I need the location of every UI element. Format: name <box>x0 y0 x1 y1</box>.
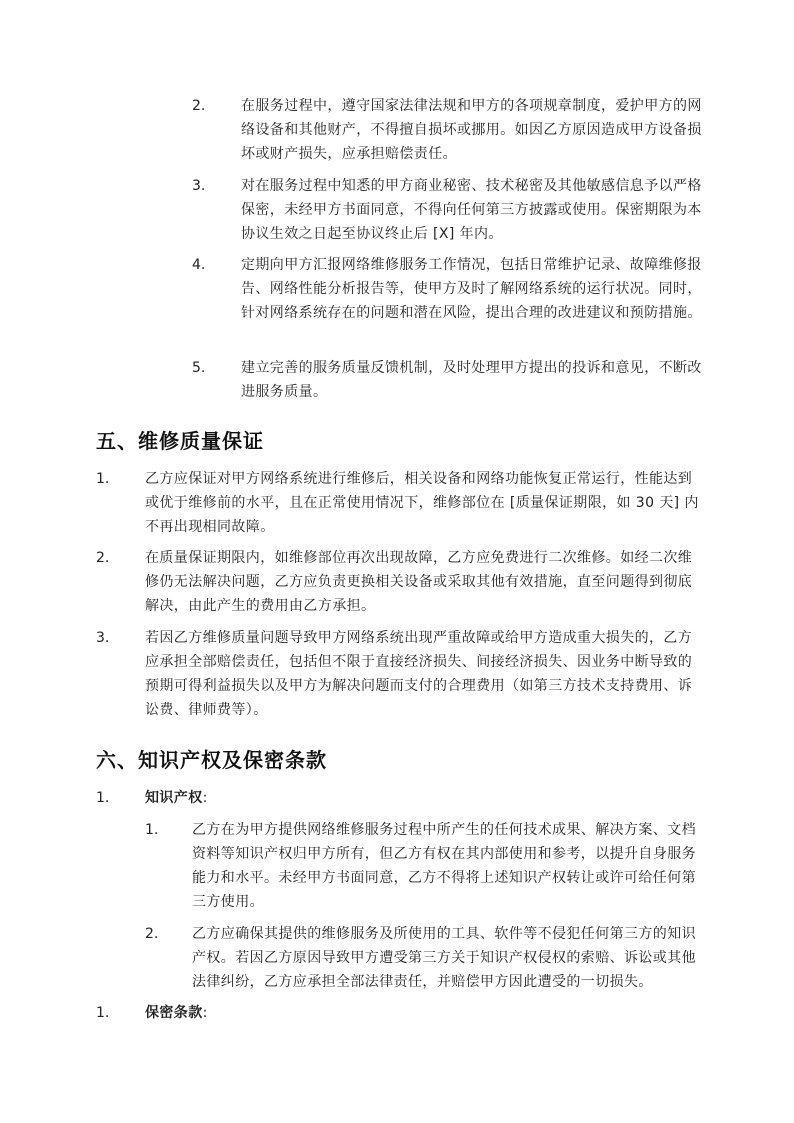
clause-title <box>145 1001 705 1025</box>
item-text: 乙方应确保其提供的维修服务及所使用的工具、软件等不侵犯任何第三方的知识产权。若因乙方原因导致甲方遭受第三方关于知识产权侵权的索赔、诉讼或其他法律纠纷，乙方应承担全部法律责任，并赔偿甲方因此遭受的一切损失。 <box>192 926 696 990</box>
item-number: 2. <box>96 550 110 566</box>
section5-heading: 五、维修质量保证 <box>96 429 264 453</box>
clause-label: 知识产权 <box>145 790 203 806</box>
item-number: 3. <box>192 178 206 194</box>
item-text: 建立完善的服务质量反馈机制，及时处理甲方提出的投诉和意见，不断改进服务质量。 <box>241 360 702 400</box>
item-number: 1. <box>96 471 110 487</box>
item-number: 2. <box>192 98 206 114</box>
item-text: 在质量保证期限内，如维修部位再次出现故障，乙方应免费进行二次维修。如经二次维修仍无法解决问题，乙方应负责更换相关设备或采取其他有效措施，直至问题得到彻底解决，由此产生的费用由乙方承担。 <box>145 550 693 614</box>
item-text: 对在服务过程中知悉的甲方商业秘密、技术秘密及其他敏感信息予以严格保密，未经甲方书面同意，不得向任何第三方披露或使用。保密期限为本协议生效之日起至协议终止后 [X] 年内。 <box>241 178 702 242</box>
item-number: 5. <box>192 360 206 376</box>
item-text: 若因乙方维修质量问题导致甲方网络系统出现严重故障或给甲方造成重大损失的，乙方应承担全部赔偿责任，包括但不限于直接经济损失、间接经济损失、因业务中断导致的预期可得利益损失以及甲方为解决问题而支付的合理费用（如第三方技术支持费用、诉讼费、律师费等）。 <box>145 630 693 718</box>
item-text: 乙方在为甲方提供网络维修服务过程中所产生的任何技术成果、解决方案、文档资料等知识产权归甲方所有，但乙方有权在其内部使用和参考，以提升自身服务能力和水平。未经甲方书面同意，乙方不得将上述知识产权转让或许可给任何第三方使用。 <box>192 822 696 910</box>
item-number: 2. <box>145 926 159 942</box>
clause-title <box>145 786 705 810</box>
item-number: 1. <box>145 822 159 838</box>
clause-colon: : <box>202 790 208 806</box>
item-number: 1. <box>96 1005 110 1021</box>
item-number: 3. <box>96 630 110 646</box>
item-number: 1. <box>96 790 110 806</box>
item-text: 定期向甲方汇报网络维修服务工作情况，包括日常维护记录、故障维修报告、网络性能分析报告等，使甲方及时了解网络系统的运行状况。同时，针对网络系统存在的问题和潜在风险，提出合理的改进建议和预防措施。 <box>241 257 702 321</box>
item-text: 乙方应保证对甲方网络系统进行维修后，相关设备和网络功能恢复正常运行，性能达到或优于维修前的水平，且在正常使用情况下，维修部位在 [质量保证期限，如 30 天] 内不再出现相同故障。 <box>145 471 699 535</box>
section6-heading: 六、知识产权及保密条款 <box>96 748 327 772</box>
item-text: 在服务过程中，遵守国家法律法规和甲方的各项规章制度，爱护甲方的网络设备和其他财产，不得擅自损坏或挪用。如因乙方原因造成甲方设备损坏或财产损失，应承担赔偿责任。 <box>241 98 702 162</box>
clause-label: 保密条款 <box>145 1005 203 1021</box>
clause-colon: : <box>202 1005 208 1021</box>
item-number: 4. <box>192 257 206 273</box>
